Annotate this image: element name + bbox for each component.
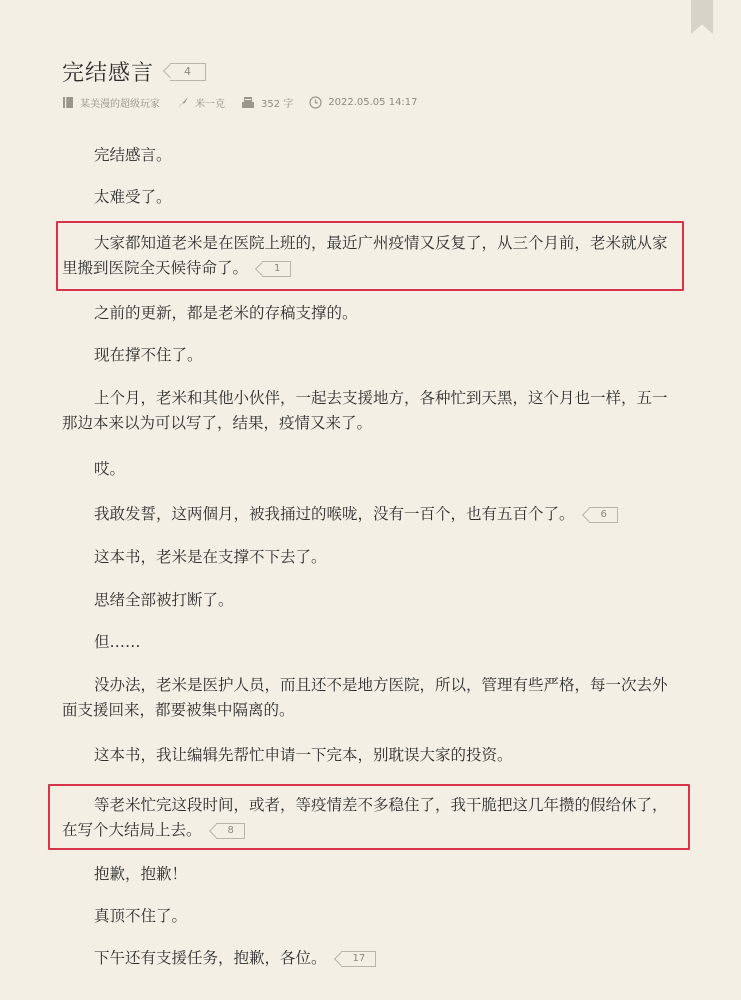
meta-book[interactable]: [62, 95, 160, 110]
paragraph-text: 真顶不住了。: [94, 907, 188, 925]
paragraph: [62, 862, 677, 887]
book-icon: [62, 96, 74, 109]
paragraph-text: 下午还有支援任务，抱歉，各位。: [94, 949, 327, 967]
paragraph-text: 现在撑不住了。: [94, 346, 203, 364]
paragraph-text: 抱歉，抱歉！: [94, 865, 188, 883]
author-name: 米一克: [195, 99, 225, 110]
paragraph-text: 大家都知道老米是在医院上班的，最近广州疫情又反复了，从三个月前，老米就从家里搬到医院全天候待命了。: [62, 234, 668, 277]
paragraph-text: 但……: [94, 633, 141, 651]
stack-icon: [241, 96, 255, 109]
chapter-meta: [62, 95, 434, 110]
chapter-comment-badge[interactable]: 4: [170, 63, 206, 81]
paragraph: [62, 630, 677, 655]
paragraph: [62, 946, 677, 971]
paragraph-text: 上个月，老米和其他小伙伴，一起去支援地方，各种忙到天黑，这个月也一样，五一那边本来以为可以写了，结果，疫情又来了。: [62, 389, 668, 432]
paragraph-comment-badge[interactable]: 8: [216, 823, 245, 839]
book-name: 某美漫的超级玩家: [80, 99, 160, 110]
paragraph-text: 哎。: [94, 460, 126, 478]
paragraph: [62, 343, 677, 368]
paragraph: [62, 457, 677, 482]
quill-icon: [176, 96, 189, 109]
highlight-box: [56, 221, 684, 291]
paragraph: [62, 185, 677, 210]
paragraph-comment-badge[interactable]: 6: [589, 507, 618, 523]
paragraph: [62, 904, 677, 929]
paragraph: [62, 545, 677, 570]
paragraph: [62, 301, 677, 326]
paragraph: [62, 502, 677, 527]
chapter-title: 完结感言: [62, 61, 155, 86]
paragraph-text: 这本书，老米是在支撑不下去了。: [94, 548, 327, 566]
paragraph-comment-badge[interactable]: 1: [262, 261, 291, 277]
paragraph-comment-badge[interactable]: 17: [341, 951, 377, 967]
paragraph: [62, 743, 677, 768]
paragraph-text: 太难受了。: [94, 188, 172, 206]
chapter-header: [62, 56, 206, 87]
paragraph-text: 完结感言。: [94, 146, 172, 164]
meta-words: [241, 95, 293, 110]
paragraph: [62, 673, 677, 723]
meta-author[interactable]: [176, 95, 225, 110]
word-count: 352 字: [261, 99, 294, 110]
paragraph-text: 没办法，老米是医护人员，而且还不是地方医院，所以，管理有些严格，每一次去外面支援回来，都要被集中隔离的。: [62, 676, 668, 719]
bookmark-icon[interactable]: [691, 0, 713, 34]
publish-time: 2022.05.05 14:17: [328, 97, 418, 108]
paragraph-text: 之前的更新，都是老米的存稿支撑的。: [94, 304, 358, 322]
paragraph: [62, 386, 677, 436]
meta-time: [309, 96, 417, 109]
highlight-box: [48, 784, 690, 850]
clock-icon: [309, 96, 322, 109]
paragraph-text: 这本书，我让编辑先帮忙申请一下完本，别耽误大家的投资。: [94, 746, 513, 764]
paragraph: [62, 143, 677, 168]
paragraph-text: 思绪全部被打断了。: [94, 591, 234, 609]
paragraph-text: 等老米忙完这段时间，或者，等疫情差不多稳住了，我干脆把这几年攒的假给休了，在写个大结局上去。: [62, 796, 668, 839]
paragraph: [62, 588, 677, 613]
paragraph-text: 我敢发誓，这两個月，被我捅过的喉咙，没有一百个，也有五百个了。: [94, 505, 575, 523]
